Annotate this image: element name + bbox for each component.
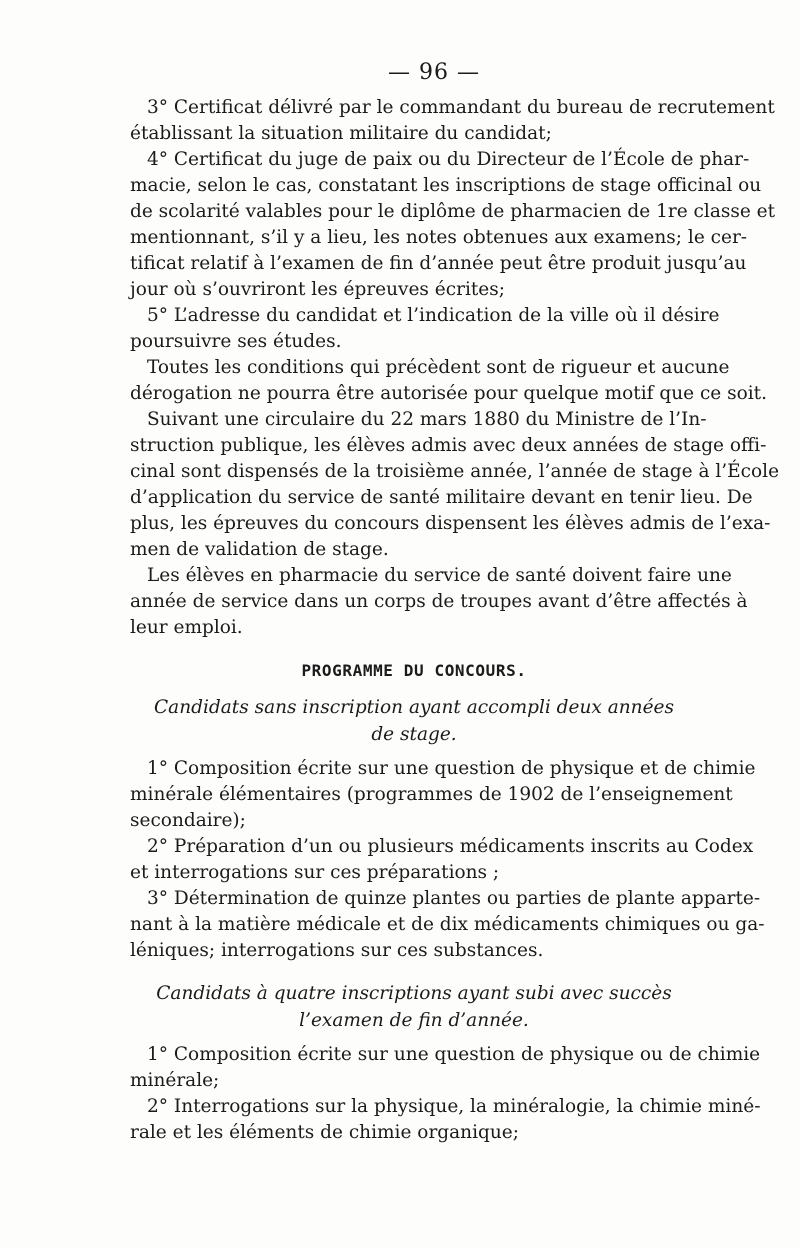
text-line: dérogation ne pourra être autorisée pour quelque motif que ce soit. [130, 383, 767, 404]
text-line: 2° Préparation d’un ou plusieurs médicaments inscrits au Codex [147, 836, 754, 857]
text-line: mentionnant, s’il y a lieu, les notes obtenues aux examens; le cer- [130, 227, 748, 248]
text-line: leur emploi. [130, 617, 243, 638]
subheading-line: Candidats sans inscription ayant accompli deux années [154, 697, 674, 718]
subheading-line: l’examen de fin d’année. [299, 1010, 529, 1031]
page-number: — 96 — [388, 60, 480, 85]
text-line: de scolarité valables pour le diplôme de pharmacien de 1re classe et [130, 201, 776, 222]
program-heading: PROGRAMME DU CONCOURS. [301, 661, 527, 680]
text-line: 1° Composition écrite sur une question de physique et de chimie [147, 758, 756, 779]
text-line: établissant la situation militaire du candidat; [130, 123, 552, 144]
text-line: tificat relatif à l’examen de fin d’année peut être produit jusqu’au [130, 253, 747, 274]
text-line: 4° Certificat du juge de paix ou du Directeur de l’École de phar- [147, 149, 750, 170]
text-line: Suivant une circulaire du 22 mars 1880 du Ministre de l’In- [147, 409, 707, 430]
text-line: léniques; interrogations sur ces substances. [130, 940, 544, 961]
text-line: macie, selon le cas, constatant les inscriptions de stage officinal ou [130, 175, 762, 196]
text-line: men de validation de stage. [130, 539, 389, 560]
text-line: jour où s’ouvriront les épreuves écrites; [130, 279, 505, 300]
text-line: 3° Certificat délivré par le commandant du bureau de recrutement [147, 97, 775, 118]
text-line: 5° L’adresse du candidat et l’indication de la ville où il désire [147, 305, 720, 326]
text-line: 1° Composition écrite sur une question de physique ou de chimie [147, 1044, 761, 1065]
text-line: Toutes les conditions qui précèdent sont de rigueur et aucune [147, 357, 730, 378]
subheading-no-inscription [130, 694, 698, 748]
document-page [130, 60, 780, 1146]
subheading-four-inscriptions [130, 980, 698, 1034]
text-line: minérale; [130, 1070, 220, 1091]
text-line: d’application du service de santé militaire devant en tenir lieu. De [130, 487, 753, 508]
text-line: plus, les épreuves du concours dispensent les élèves admis de l’exa- [130, 513, 771, 534]
text-line: struction publique, les élèves admis avec deux années de stage offi- [130, 435, 767, 456]
text-line: secondaire); [130, 810, 246, 831]
text-line: minérale élémentaires (programmes de 1902 de l’enseignement [130, 784, 733, 805]
requirements-section [130, 95, 780, 641]
text-line: 3° Détermination de quinze plantes ou parties de plante apparte- [147, 888, 761, 909]
text-line: poursuivre ses études. [130, 331, 342, 352]
text-line: rale et les éléments de chimie organique; [130, 1122, 519, 1143]
subheading-line: Candidats à quatre inscriptions ayant subi avec succès [156, 983, 672, 1004]
text-line: et interrogations sur ces préparations ; [130, 862, 500, 883]
program-no-inscription-list [130, 756, 765, 964]
text-line: nant à la matière médicale et de dix médicaments chimiques ou ga- [130, 914, 765, 935]
text-line: année de service dans un corps de troupes avant d’être affectés à [130, 591, 748, 612]
program-four-inscriptions-list [130, 1042, 761, 1146]
text-line: cinal sont dispensés de la troisième année, l’année de stage à l’École [130, 461, 780, 482]
text-line: Les élèves en pharmacie du service de santé doivent faire une [147, 565, 732, 586]
text-line: 2° Interrogations sur la physique, la minéralogie, la chimie miné- [147, 1096, 761, 1117]
subheading-line: de stage. [371, 724, 457, 745]
